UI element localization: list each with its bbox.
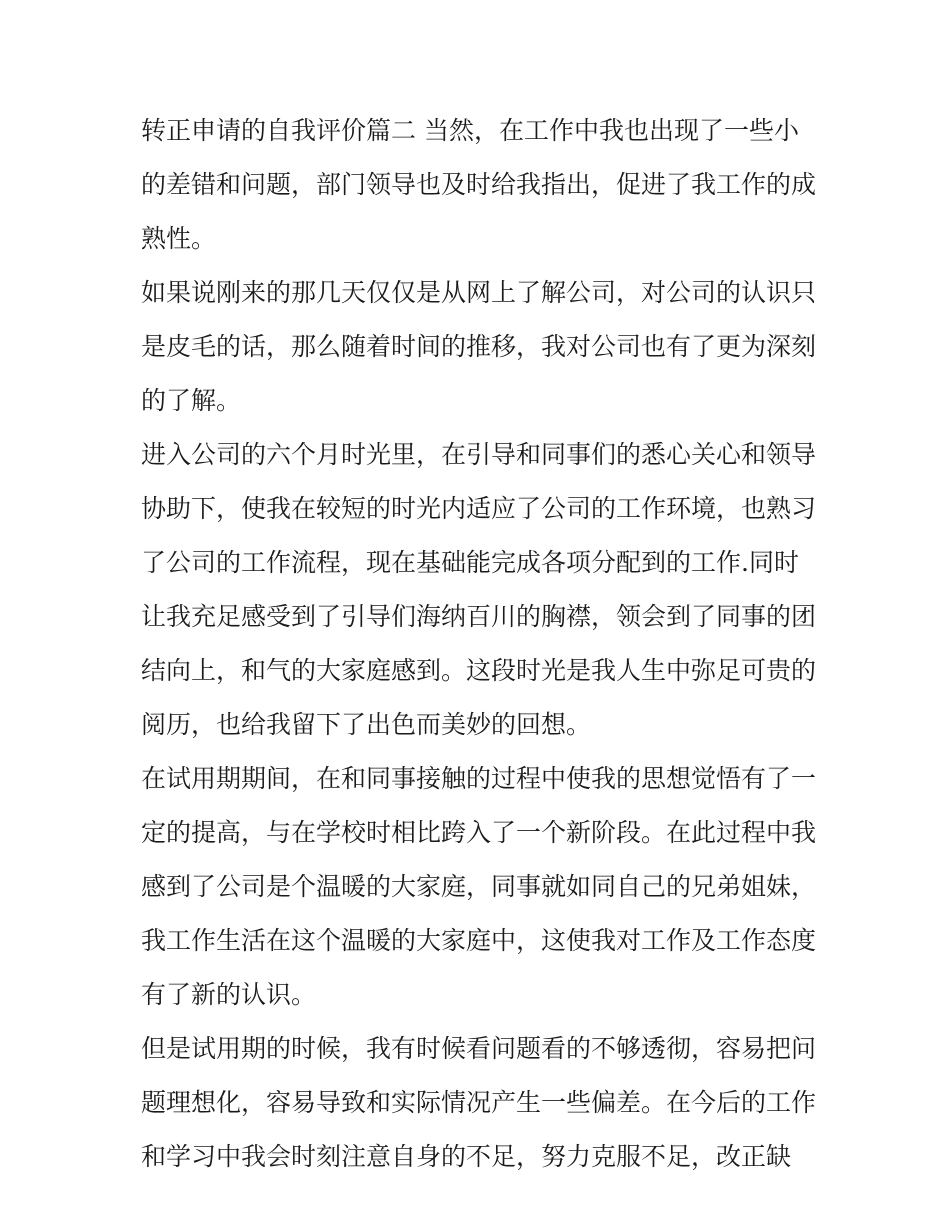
text-line: 有了新的认识。 — [141, 980, 317, 1009]
text-line: 阅历，也给我留下了出色而美妙的回想。 — [141, 710, 592, 739]
text-line: 感到了公司是个温暖的大家庭，同事就如同自己的兄弟姐妹， — [141, 872, 817, 901]
text-line: 协助下，使我在较短的时光内适应了公司的工作环境，也熟习 — [141, 494, 817, 523]
text-line: 和学习中我会时刻注意自身的不足，努力克服不足，改正缺 — [141, 1142, 792, 1171]
document-body — [141, 104, 821, 1184]
text-line: 熟性。 — [141, 224, 217, 253]
text-line: 在试用期期间，在和同事接触的过程中使我的思想觉悟有了一 — [141, 764, 817, 793]
text-line: 我工作生活在这个温暖的大家庭中，这使我对工作及工作态度 — [141, 926, 817, 955]
text-line: 结向上，和气的大家庭感到。这段时光是我人生中弥足可贵的 — [141, 656, 817, 685]
text-line: 让我充足感受到了引导们海纳百川的胸襟，领会到了同事的团 — [141, 602, 817, 631]
text-line: 但是试用期的时候，我有时候看问题看的不够透彻，容易把问 — [141, 1034, 817, 1063]
text-line: 了公司的工作流程，现在基础能完成各项分配到的工作.同时 — [141, 548, 799, 577]
text-line: 的了解。 — [141, 386, 242, 415]
text-line: 转正申请的自我评价篇二 当然，在工作中我也出现了一些小 — [141, 116, 799, 145]
text-line: 的差错和问题，部门领导也及时给我指出，促进了我工作的成 — [141, 170, 817, 199]
text-line: 进入公司的六个月时光里，在引导和同事们的悉心关心和领导 — [141, 440, 817, 469]
text-line: 定的提高，与在学校时相比跨入了一个新阶段。在此过程中我 — [141, 818, 817, 847]
text-line: 如果说刚来的那几天仅仅是从网上了解公司，对公司的认识只 — [141, 278, 817, 307]
text-line: 是皮毛的话，那么随着时间的推移，我对公司也有了更为深刻 — [141, 332, 817, 361]
text-line: 题理想化，容易导致和实际情况产生一些偏差。在今后的工作 — [141, 1088, 817, 1117]
